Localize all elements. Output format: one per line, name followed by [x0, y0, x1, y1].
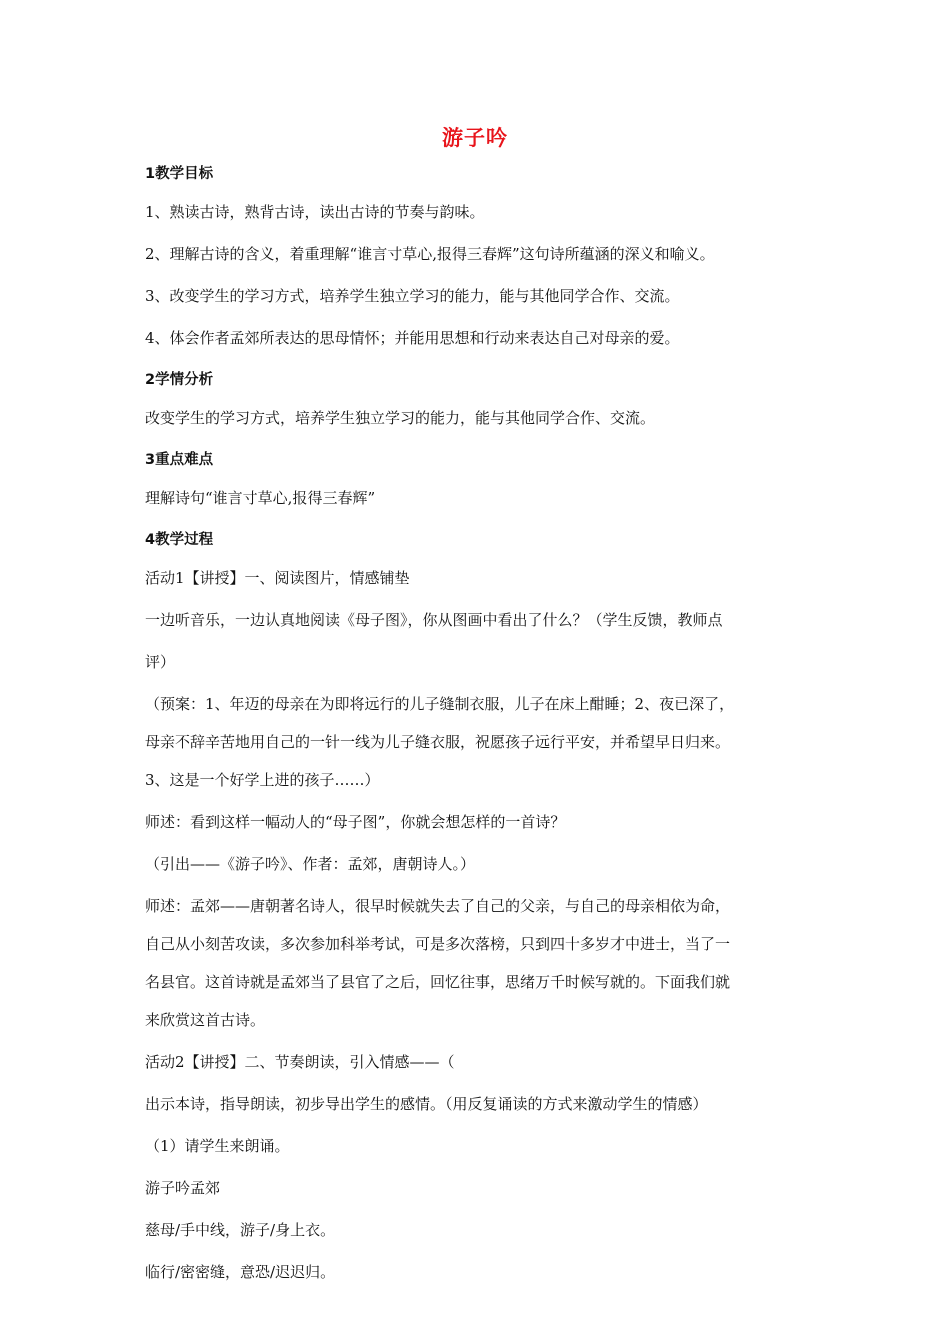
- paragraph-line: 出示本诗，指导朗读，初步导出学生的感情。（用反复诵读的方式来激动学生的情感）: [145, 1095, 708, 1113]
- document-title: 游子吟: [442, 126, 508, 150]
- activity-2-heading: 活动2【讲授】二、节奏朗读，引入情感——（: [145, 1053, 455, 1071]
- section-heading-analysis: 2学情分析: [145, 372, 214, 388]
- paragraph-line: 一边听音乐，一边认真地阅读《母子图》，你从图画中看出了什么？（学生反馈，教师点: [145, 611, 723, 629]
- poem-line-2: 临行/密密缝，意恐/迟迟归。: [145, 1263, 336, 1281]
- paragraph-line: （1）请学生来朗诵。: [145, 1137, 290, 1155]
- paragraph-line: 名县官。这首诗就是孟郊当了县官了之后，回忆往事，思绪万千时候写就的。下面我们就: [145, 973, 731, 991]
- section-heading-process: 4教学过程: [145, 532, 214, 548]
- paragraph-line: （引出——《游子吟》、作者：孟郊，唐朝诗人。）: [145, 855, 476, 873]
- objective-item-4: 4、体会作者孟郊所表达的思母情怀；并能用思想和行动来表达自己对母亲的爱。: [145, 329, 680, 347]
- paragraph-line: 3、这是一个好学上进的孩子……）: [145, 771, 380, 789]
- objective-item-3: 3、改变学生的学习方式，培养学生独立学习的能力，能与其他同学合作、交流。: [145, 287, 680, 305]
- document-body: [145, 164, 825, 1304]
- paragraph-line: 师述：看到这样一幅动人的“母子图”，你就会想怎样的一首诗？: [145, 813, 566, 831]
- section-heading-objectives: 1教学目标: [145, 166, 214, 182]
- analysis-text: 改变学生的学习方式，培养学生独立学习的能力，能与其他同学合作、交流。: [145, 409, 656, 427]
- poem-line-1: 慈母/手中线，游子/身上衣。: [145, 1221, 336, 1239]
- objective-item-1: 1、熟读古诗，熟背古诗，读出古诗的节奏与韵味。: [145, 203, 485, 221]
- paragraph-line: 来欣赏这首古诗。: [145, 1011, 266, 1029]
- section-heading-key-points: 3重点难点: [145, 452, 214, 468]
- paragraph-line: 师述：孟郊——唐朝著名诗人，很早时候就失去了自己的父亲，与自己的母亲相依为命，: [145, 897, 731, 915]
- objective-item-2: 2、理解古诗的含义，着重理解“谁言寸草心,报得三春辉”这句诗所蕴涵的深义和喻义。: [145, 245, 715, 263]
- paragraph-line: 评）: [145, 653, 176, 671]
- paragraph-line: 自己从小刻苦攻读，多次参加科举考试，可是多次落榜，只到四十多岁才中进士，当了一: [145, 935, 731, 953]
- key-points-text: 理解诗句“谁言寸草心,报得三春辉”: [145, 489, 376, 507]
- activity-1-heading: 活动1【讲授】一、阅读图片，情感铺垫: [145, 569, 410, 587]
- paragraph-line: （预案：1、年迈的母亲在为即将远行的儿子缝制衣服，儿子在床上酣睡；2、夜已深了，: [145, 695, 735, 713]
- paragraph-line: 母亲不辞辛苦地用自己的一针一线为儿子缝衣服，祝愿孩子远行平安，并希望早日归来。: [145, 733, 731, 751]
- poem-title-line: 游子吟孟郊: [145, 1179, 221, 1197]
